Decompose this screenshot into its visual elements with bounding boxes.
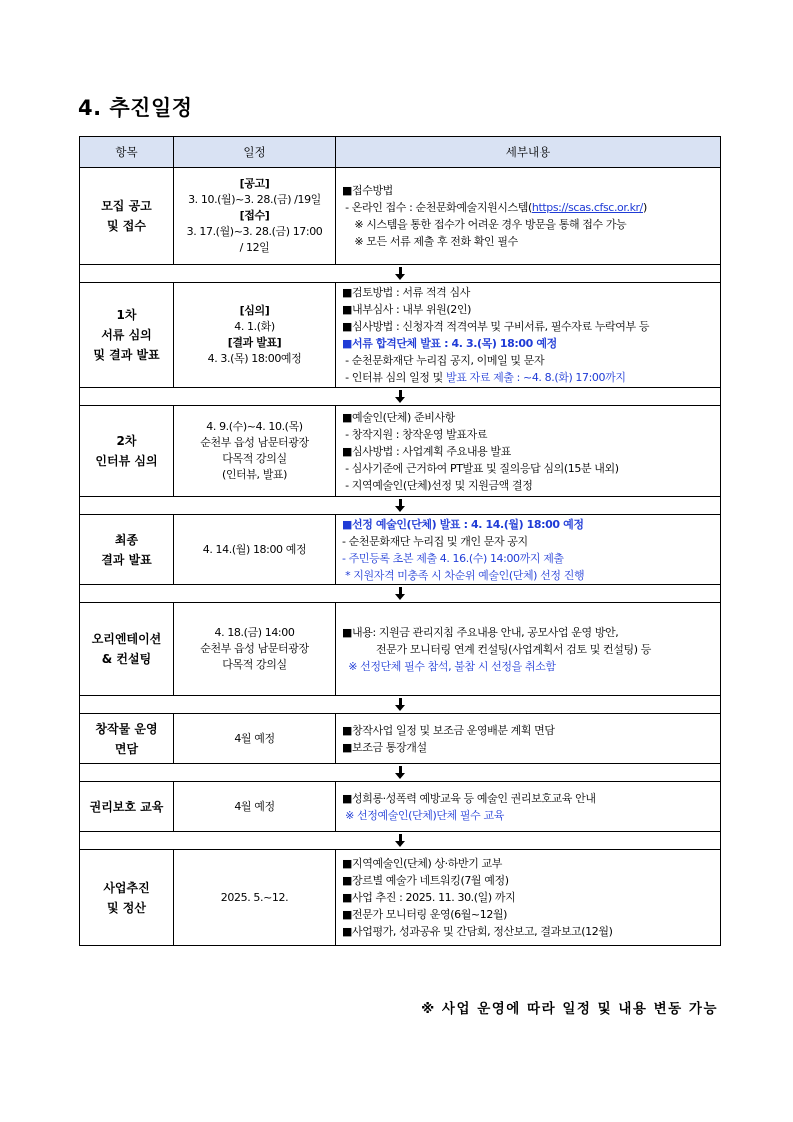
- detail-text: - 지역예술인(단체)선정 및 지원금액 결정: [342, 478, 533, 492]
- table-row: [80, 782, 721, 832]
- row-schedule-line: [접수]: [239, 209, 270, 222]
- row-schedule-line: 3. 10.(월)~3. 28.(금) /19일: [188, 193, 321, 206]
- row-detail: [336, 850, 721, 946]
- row-schedule-line: 4. 18.(금) 14:00: [214, 626, 295, 639]
- table-body: [80, 168, 721, 946]
- detail-text: - 창작지원 : 창작운영 발표자료: [342, 427, 488, 441]
- arrow-row: [80, 832, 721, 850]
- detail-text: ■창작사업 일정 및 보조금 운영배분 계획 면담: [342, 723, 555, 737]
- detail-text: ■사업 추진 : 2025. 11. 30.(일) 까지: [342, 891, 516, 904]
- detail-line: [342, 923, 720, 940]
- row-item: [80, 168, 174, 265]
- section-title: 4. 추진일정: [78, 96, 193, 120]
- detail-text: ■접수방법: [342, 184, 393, 197]
- detail-line: [342, 460, 720, 477]
- detail-text: - 인터뷰 심의 일정 및: [342, 371, 446, 384]
- arrow-down-icon: [395, 773, 405, 779]
- row-schedule-line: 순천부 읍성 남문터광장: [200, 436, 309, 449]
- row-schedule: [174, 515, 336, 585]
- row-item-line: 및 접수: [107, 219, 146, 233]
- row-item: [80, 515, 174, 585]
- table-row: [80, 515, 721, 585]
- row-schedule-line: / 12일: [239, 241, 270, 254]
- row-schedule-line: 다목적 강의실: [222, 658, 287, 671]
- row-detail: [336, 515, 721, 585]
- detail-text: ■심사방법 : 사업계획 주요내용 발표: [342, 444, 511, 458]
- detail-line: [342, 409, 720, 426]
- detail-line: [342, 443, 720, 460]
- header-item: 항목: [80, 137, 174, 168]
- row-item: [80, 603, 174, 696]
- row-schedule: [174, 168, 336, 265]
- row-detail: [336, 406, 721, 497]
- row-item-line: 창작물 운영: [95, 721, 158, 736]
- detail-text: ※ 선정예술인(단체)단체 필수 교육: [342, 808, 504, 822]
- arrow-down-icon: [395, 841, 405, 847]
- row-schedule-line: 3. 17.(월)~3. 28.(금) 17:00: [186, 225, 323, 238]
- detail-line: [342, 906, 720, 923]
- row-schedule-line: 다목적 강의실: [222, 452, 287, 465]
- detail-line: [342, 722, 720, 739]
- row-schedule: [174, 782, 336, 832]
- detail-line: [342, 855, 720, 872]
- detail-line: [342, 199, 720, 216]
- detail-text: ※ 선정단체 필수 참석, 불참 시 선정을 취소함: [342, 659, 556, 673]
- row-schedule-line: 4월 예정: [234, 799, 275, 813]
- detail-line: [342, 624, 720, 641]
- table-row: [80, 168, 721, 265]
- row-item-line: 사업추진: [103, 880, 150, 895]
- row-detail: [336, 168, 721, 265]
- detail-line: [342, 182, 720, 199]
- detail-text: * 지원자격 미충족 시 차순위 예술인(단체) 선정 진행: [342, 568, 585, 582]
- detail-text: - 주민등록 초본 제출 4. 16.(수) 14:00까지 제출: [342, 551, 564, 565]
- row-item: [80, 406, 174, 497]
- detail-line: [342, 790, 720, 807]
- row-schedule-line: 4월 예정: [234, 731, 275, 745]
- detail-text: ※ 모든 서류 제출 후 전화 확인 필수: [342, 235, 518, 248]
- table-row: [80, 283, 721, 388]
- arrow-row: [80, 497, 721, 515]
- row-schedule: [174, 406, 336, 497]
- arrow-row: [80, 764, 721, 782]
- arrow-down-icon: [395, 397, 405, 403]
- row-schedule-line: (인터뷰, 발표): [221, 468, 288, 481]
- arrow-row: [80, 265, 721, 283]
- row-schedule: [174, 283, 336, 388]
- detail-text: ■내부심사 : 내부 위원(2인): [342, 303, 472, 316]
- detail-text: ■지역예술인(단체) 상·하반기 교부: [342, 857, 503, 870]
- row-item-line: 면담: [114, 741, 139, 756]
- detail-line: [342, 233, 720, 250]
- detail-line: [342, 658, 720, 675]
- table-header-row: [80, 137, 721, 168]
- row-item-line: 최종: [114, 532, 139, 547]
- row-item: [80, 782, 174, 832]
- detail-line: [342, 335, 720, 352]
- row-item: [80, 283, 174, 388]
- detail-line: [342, 533, 720, 550]
- row-item-line: 2차: [116, 434, 137, 448]
- row-item-line: 서류 심의: [101, 328, 152, 342]
- header-schedule: 일정: [174, 137, 336, 168]
- detail-text: - 온라인 접수 : 순천문화예술지원시스템(: [342, 201, 532, 214]
- row-detail: [336, 283, 721, 388]
- detail-line: [342, 284, 720, 301]
- detail-line: [342, 369, 720, 386]
- row-schedule-line: [결과 발표]: [227, 336, 282, 349]
- row-item-line: 오리엔테이션: [91, 632, 162, 646]
- detail-line: [342, 516, 720, 533]
- row-schedule-line: 4. 1.(화): [234, 320, 275, 333]
- row-item: [80, 850, 174, 946]
- row-schedule: [174, 603, 336, 696]
- detail-text: ■선정 예술인(단체) 발표 : 4. 14.(월) 18:00 예정: [342, 517, 584, 531]
- detail-text: ■사업평가, 성과공유 및 간담회, 정산보고, 결과보고(12월): [342, 925, 613, 938]
- row-item: [80, 714, 174, 764]
- table-row: [80, 603, 721, 696]
- table-row: [80, 714, 721, 764]
- schedule-table: [79, 136, 721, 946]
- row-detail: [336, 714, 721, 764]
- detail-line: [342, 889, 720, 906]
- detail-line: [342, 807, 720, 824]
- row-item-line: 1차: [116, 308, 137, 322]
- detail-text: - 순천문화재단 누리집 공지, 이메일 및 문자: [342, 354, 545, 367]
- detail-line: [342, 477, 720, 494]
- row-schedule-line: [공고]: [239, 177, 270, 190]
- arrow-down-icon: [395, 705, 405, 711]
- detail-text: ※ 시스템을 통한 접수가 어려운 경우 방문을 통해 접수 가능: [342, 218, 627, 231]
- arrow-row: [80, 696, 721, 714]
- detail-text: 전문가 모니터링 연계 컨설팅(사업계획서 검토 및 컨설팅) 등: [342, 642, 651, 656]
- arrow-down-icon: [395, 506, 405, 512]
- row-detail: [336, 603, 721, 696]
- detail-line: [342, 301, 720, 318]
- detail-line: [342, 426, 720, 443]
- detail-text: ■서류 합격단체 발표 : 4. 3.(목) 18:00 예정: [342, 337, 557, 350]
- detail-line: [342, 318, 720, 335]
- detail-text-suffix: ): [643, 201, 647, 214]
- detail-text: ■검토방법 : 서류 적격 심사: [342, 286, 470, 299]
- detail-line: [342, 872, 720, 889]
- row-schedule: [174, 850, 336, 946]
- website-link[interactable]: https://scas.cfsc.or.kr/: [531, 201, 643, 214]
- detail-line: [342, 352, 720, 369]
- row-schedule-line: 2025. 5.~12.: [220, 890, 289, 904]
- detail-line: [342, 641, 720, 658]
- row-schedule-line: 4. 3.(목) 18:00예정: [207, 352, 302, 365]
- arrow-down-icon: [395, 594, 405, 600]
- detail-line: [342, 550, 720, 567]
- header-detail: 세부내용: [336, 137, 721, 168]
- detail-text: ■전문가 모니터링 운영(6월~12월): [342, 908, 508, 921]
- arrow-row: [80, 388, 721, 406]
- arrow-row: [80, 585, 721, 603]
- row-item-line: & 컨설팅: [101, 652, 152, 666]
- table-row: [80, 406, 721, 497]
- row-item-line: 인터뷰 심의: [95, 454, 158, 468]
- detail-text: - 심사기준에 근거하여 PT발표 및 질의응답 심의(15분 내외): [342, 461, 619, 475]
- detail-text: ■보조금 통장개설: [342, 740, 427, 754]
- row-item-line: 및 결과 발표: [93, 348, 160, 362]
- row-item-line: 및 정산: [107, 900, 146, 915]
- row-item-line: 결과 발표: [101, 552, 152, 567]
- table-row: [80, 850, 721, 946]
- detail-text: ■심사방법 : 신청자격 적격여부 및 구비서류, 필수자료 누락여부 등: [342, 320, 650, 333]
- row-schedule-line: 4. 14.(월) 18:00 예정: [202, 542, 307, 556]
- row-schedule-line: [심의]: [239, 304, 270, 317]
- detail-text: ■내용: 지원금 관리지침 주요내용 안내, 공모사업 운영 방안,: [342, 625, 619, 639]
- detail-line: [342, 567, 720, 584]
- row-schedule-line: 순천부 읍성 남문터광장: [200, 642, 309, 655]
- detail-text: ■성희롱·성폭력 예방교육 등 예술인 권리보호교육 안내: [342, 791, 596, 805]
- detail-text: ■예술인(단체) 준비사항: [342, 410, 455, 424]
- detail-line: [342, 216, 720, 233]
- detail-text: - 순천문화재단 누리집 및 개인 문자 공지: [342, 534, 528, 548]
- arrow-down-icon: [395, 274, 405, 280]
- row-detail: [336, 782, 721, 832]
- detail-text: ■장르별 예술가 네트워킹(7월 예정): [342, 874, 509, 887]
- footnote: ※ 사업 운영에 따라 일정 및 내용 변동 가능: [421, 1001, 718, 1017]
- detail-text-highlight: 발표 자료 제출 : ~4. 8.(화) 17:00까지: [445, 371, 626, 384]
- row-schedule: [174, 714, 336, 764]
- row-item-line: 모집 공고: [101, 199, 152, 213]
- row-item-line: 권리보호 교육: [89, 799, 164, 814]
- row-schedule-line: 4. 9.(수)~4. 10.(목): [206, 420, 303, 433]
- detail-line: [342, 739, 720, 756]
